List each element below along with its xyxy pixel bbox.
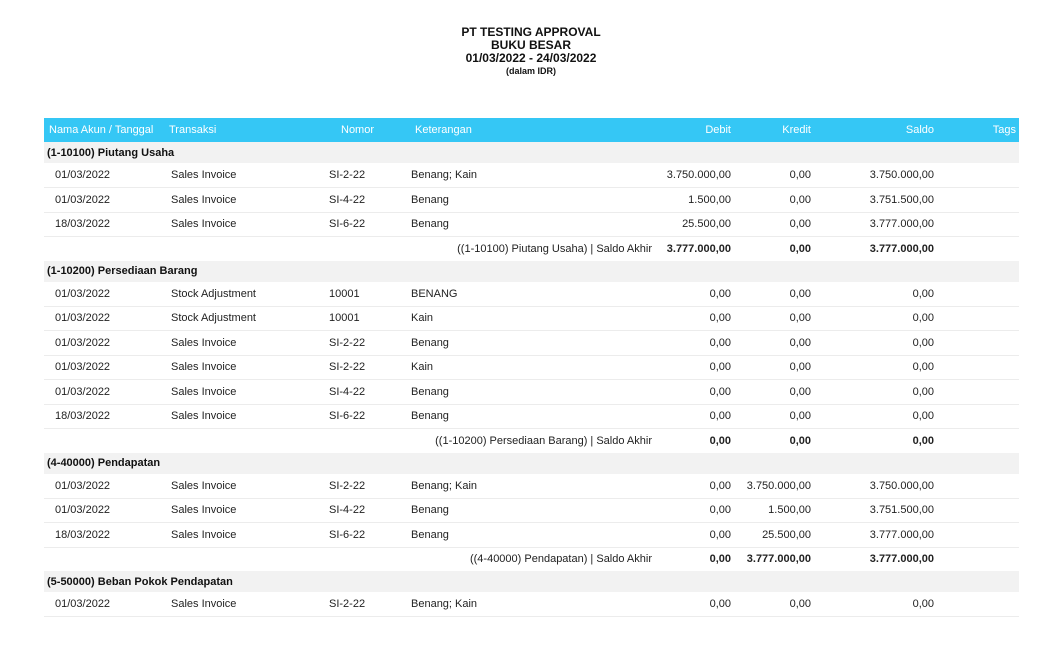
col-credit[interactable]: Kredit bbox=[782, 124, 811, 136]
table-row[interactable] bbox=[44, 523, 1019, 548]
total-tags bbox=[934, 547, 1019, 571]
row-date: 01/03/2022 bbox=[44, 474, 169, 499]
col-description[interactable]: Keterangan bbox=[415, 124, 472, 136]
table-row[interactable] bbox=[44, 306, 1019, 331]
row-debit: 0,00 bbox=[663, 592, 731, 617]
row-balance: 3.750.000,00 bbox=[811, 163, 934, 188]
row-description: Benang; Kain bbox=[411, 163, 663, 188]
table-row[interactable] bbox=[44, 355, 1019, 380]
report-period: 01/03/2022 - 24/03/2022 bbox=[465, 51, 597, 65]
row-balance: 0,00 bbox=[811, 306, 934, 331]
col-balance[interactable]: Saldo bbox=[905, 124, 934, 136]
ledger-body bbox=[44, 142, 1019, 617]
row-description: Kain bbox=[411, 355, 663, 380]
row-description: Benang bbox=[411, 331, 663, 356]
row-credit: 0,00 bbox=[731, 380, 811, 405]
total-label: ((4-40000) Pendapatan) | Saldo Akhir bbox=[44, 547, 663, 571]
total-balance: 3.777.000,00 bbox=[811, 547, 934, 571]
total-debit: 0,00 bbox=[663, 547, 731, 571]
row-transaction-link[interactable]: Sales Invoice bbox=[169, 331, 329, 356]
col-transaction[interactable]: Transaksi bbox=[169, 124, 217, 136]
table-row[interactable] bbox=[44, 188, 1019, 213]
row-debit: 0,00 bbox=[663, 404, 731, 429]
row-date: 18/03/2022 bbox=[44, 212, 169, 237]
row-credit: 0,00 bbox=[731, 592, 811, 617]
row-transaction-link[interactable]: Sales Invoice bbox=[169, 188, 329, 213]
total-balance: 3.777.000,00 bbox=[811, 237, 934, 261]
row-transaction-link[interactable]: Stock Adjustment bbox=[169, 306, 329, 331]
row-number-link[interactable]: 10001 bbox=[329, 306, 411, 331]
row-date: 01/03/2022 bbox=[44, 380, 169, 405]
row-number-link[interactable]: SI-2-22 bbox=[329, 355, 411, 380]
row-date: 01/03/2022 bbox=[44, 163, 169, 188]
row-tags bbox=[934, 523, 1019, 548]
total-debit: 3.777.000,00 bbox=[663, 237, 731, 261]
col-debit[interactable]: Debit bbox=[705, 124, 731, 136]
row-tags bbox=[934, 163, 1019, 188]
row-number-link[interactable]: SI-6-22 bbox=[329, 212, 411, 237]
row-description: Benang; Kain bbox=[411, 474, 663, 499]
row-debit: 0,00 bbox=[663, 282, 731, 307]
row-number-link[interactable]: SI-4-22 bbox=[329, 188, 411, 213]
company-name: PT TESTING APPROVAL bbox=[461, 25, 601, 39]
row-debit: 0,00 bbox=[663, 331, 731, 356]
row-tags bbox=[934, 188, 1019, 213]
total-balance: 0,00 bbox=[811, 429, 934, 453]
total-debit: 0,00 bbox=[663, 429, 731, 453]
row-balance: 3.750.000,00 bbox=[811, 474, 934, 499]
row-date: 01/03/2022 bbox=[44, 498, 169, 523]
col-tags[interactable]: Tags bbox=[992, 124, 1016, 136]
row-number-link[interactable]: 10001 bbox=[329, 282, 411, 307]
row-debit: 1.500,00 bbox=[663, 188, 731, 213]
row-credit: 0,00 bbox=[731, 212, 811, 237]
row-tags bbox=[934, 282, 1019, 307]
row-tags bbox=[934, 331, 1019, 356]
row-debit: 0,00 bbox=[663, 523, 731, 548]
currency-note: (dalam IDR) bbox=[505, 66, 556, 76]
row-transaction-link[interactable]: Sales Invoice bbox=[169, 498, 329, 523]
row-credit: 0,00 bbox=[731, 282, 811, 307]
row-tags bbox=[934, 404, 1019, 429]
row-transaction-link[interactable]: Sales Invoice bbox=[169, 523, 329, 548]
row-credit: 1.500,00 bbox=[731, 498, 811, 523]
table-row[interactable] bbox=[44, 498, 1019, 523]
total-credit: 0,00 bbox=[731, 429, 811, 453]
row-balance: 0,00 bbox=[811, 331, 934, 356]
row-transaction-link[interactable]: Stock Adjustment bbox=[169, 282, 329, 307]
row-credit: 0,00 bbox=[731, 188, 811, 213]
table-row[interactable] bbox=[44, 404, 1019, 429]
row-tags bbox=[934, 498, 1019, 523]
total-credit: 0,00 bbox=[731, 237, 811, 261]
account-group-row bbox=[44, 453, 1019, 474]
row-debit: 3.750.000,00 bbox=[663, 163, 731, 188]
row-number-link[interactable]: SI-4-22 bbox=[329, 380, 411, 405]
account-group-row bbox=[44, 571, 1019, 592]
row-description: Benang bbox=[411, 404, 663, 429]
table-header-row bbox=[44, 118, 1019, 142]
row-date: 01/03/2022 bbox=[44, 188, 169, 213]
account-title: (4-40000) Pendapatan bbox=[47, 457, 161, 469]
row-date: 01/03/2022 bbox=[44, 306, 169, 331]
row-number-link[interactable]: SI-2-22 bbox=[329, 331, 411, 356]
row-tags bbox=[934, 212, 1019, 237]
row-tags bbox=[934, 355, 1019, 380]
row-balance: 3.751.500,00 bbox=[811, 498, 934, 523]
col-number[interactable]: Nomor bbox=[341, 124, 375, 136]
row-description: Benang bbox=[411, 498, 663, 523]
table-row[interactable] bbox=[44, 282, 1019, 307]
row-description: Benang bbox=[411, 380, 663, 405]
row-credit: 3.750.000,00 bbox=[731, 474, 811, 499]
table-row[interactable] bbox=[44, 163, 1019, 188]
row-debit: 0,00 bbox=[663, 355, 731, 380]
report-header bbox=[0, 26, 1062, 77]
row-debit: 25.500,00 bbox=[663, 212, 731, 237]
account-total-row bbox=[44, 547, 1019, 571]
row-transaction-link[interactable]: Sales Invoice bbox=[169, 212, 329, 237]
row-debit: 0,00 bbox=[663, 498, 731, 523]
total-tags bbox=[934, 237, 1019, 261]
row-description: Benang bbox=[411, 188, 663, 213]
row-description: Benang bbox=[411, 212, 663, 237]
row-tags bbox=[934, 306, 1019, 331]
total-credit: 3.777.000,00 bbox=[731, 547, 811, 571]
row-date: 18/03/2022 bbox=[44, 523, 169, 548]
row-transaction-link[interactable]: Sales Invoice bbox=[169, 355, 329, 380]
row-credit: 0,00 bbox=[731, 331, 811, 356]
table-row[interactable] bbox=[44, 212, 1019, 237]
account-title: (1-10100) Piutang Usaha bbox=[47, 146, 175, 159]
row-debit: 0,00 bbox=[663, 306, 731, 331]
total-tags bbox=[934, 429, 1019, 453]
row-transaction-link[interactable]: Sales Invoice bbox=[169, 592, 329, 617]
table-row[interactable] bbox=[44, 380, 1019, 405]
row-balance: 0,00 bbox=[811, 380, 934, 405]
row-number-link[interactable]: SI-2-22 bbox=[329, 163, 411, 188]
row-transaction-link[interactable]: Sales Invoice bbox=[169, 163, 329, 188]
row-debit: 0,00 bbox=[663, 474, 731, 499]
row-balance: 0,00 bbox=[811, 592, 934, 617]
account-group-row bbox=[44, 261, 1019, 282]
report-title: BUKU BESAR bbox=[490, 38, 571, 52]
account-title: (1-10200) Persediaan Barang bbox=[47, 265, 198, 277]
row-number-link[interactable]: SI-4-22 bbox=[329, 498, 411, 523]
row-credit: 0,00 bbox=[731, 355, 811, 380]
table-row[interactable] bbox=[44, 331, 1019, 356]
row-number-link[interactable]: SI-2-22 bbox=[329, 592, 411, 617]
row-balance: 0,00 bbox=[811, 355, 934, 380]
account-total-row bbox=[44, 429, 1019, 453]
total-label: ((1-10200) Persediaan Barang) | Saldo Akhir bbox=[44, 429, 663, 453]
row-description: Kain bbox=[411, 306, 663, 331]
row-date: 01/03/2022 bbox=[44, 355, 169, 380]
table-row[interactable] bbox=[44, 474, 1019, 499]
col-account-date[interactable]: Nama Akun / Tanggal bbox=[49, 124, 154, 136]
row-credit: 0,00 bbox=[731, 404, 811, 429]
row-balance: 0,00 bbox=[811, 404, 934, 429]
row-tags bbox=[934, 592, 1019, 617]
row-credit: 0,00 bbox=[731, 306, 811, 331]
row-transaction-link[interactable]: Sales Invoice bbox=[169, 474, 329, 499]
account-total-row bbox=[44, 237, 1019, 261]
total-label: ((1-10100) Piutang Usaha) | Saldo Akhir bbox=[44, 237, 663, 261]
row-description: BENANG bbox=[411, 282, 663, 307]
row-credit: 25.500,00 bbox=[731, 523, 811, 548]
row-description: Benang; Kain bbox=[411, 592, 663, 617]
row-number-link[interactable]: SI-6-22 bbox=[329, 404, 411, 429]
row-tags bbox=[934, 380, 1019, 405]
row-number-link[interactable]: SI-2-22 bbox=[329, 474, 411, 499]
row-date: 18/03/2022 bbox=[44, 404, 169, 429]
table-row[interactable] bbox=[44, 592, 1019, 617]
row-balance: 3.777.000,00 bbox=[811, 523, 934, 548]
row-balance: 3.777.000,00 bbox=[811, 212, 934, 237]
row-description: Benang bbox=[411, 523, 663, 548]
row-balance: 3.751.500,00 bbox=[811, 188, 934, 213]
account-title: (5-50000) Beban Pokok Pendapatan bbox=[47, 575, 233, 588]
row-date: 01/03/2022 bbox=[44, 331, 169, 356]
row-transaction-link[interactable]: Sales Invoice bbox=[169, 404, 329, 429]
row-transaction-link[interactable]: Sales Invoice bbox=[169, 380, 329, 405]
ledger-table bbox=[44, 118, 1019, 617]
account-group-row bbox=[44, 142, 1019, 163]
row-date: 01/03/2022 bbox=[44, 282, 169, 307]
row-debit: 0,00 bbox=[663, 380, 731, 405]
row-number-link[interactable]: SI-6-22 bbox=[329, 523, 411, 548]
row-date: 01/03/2022 bbox=[44, 592, 169, 617]
row-tags bbox=[934, 474, 1019, 499]
row-credit: 0,00 bbox=[731, 163, 811, 188]
row-balance: 0,00 bbox=[811, 282, 934, 307]
